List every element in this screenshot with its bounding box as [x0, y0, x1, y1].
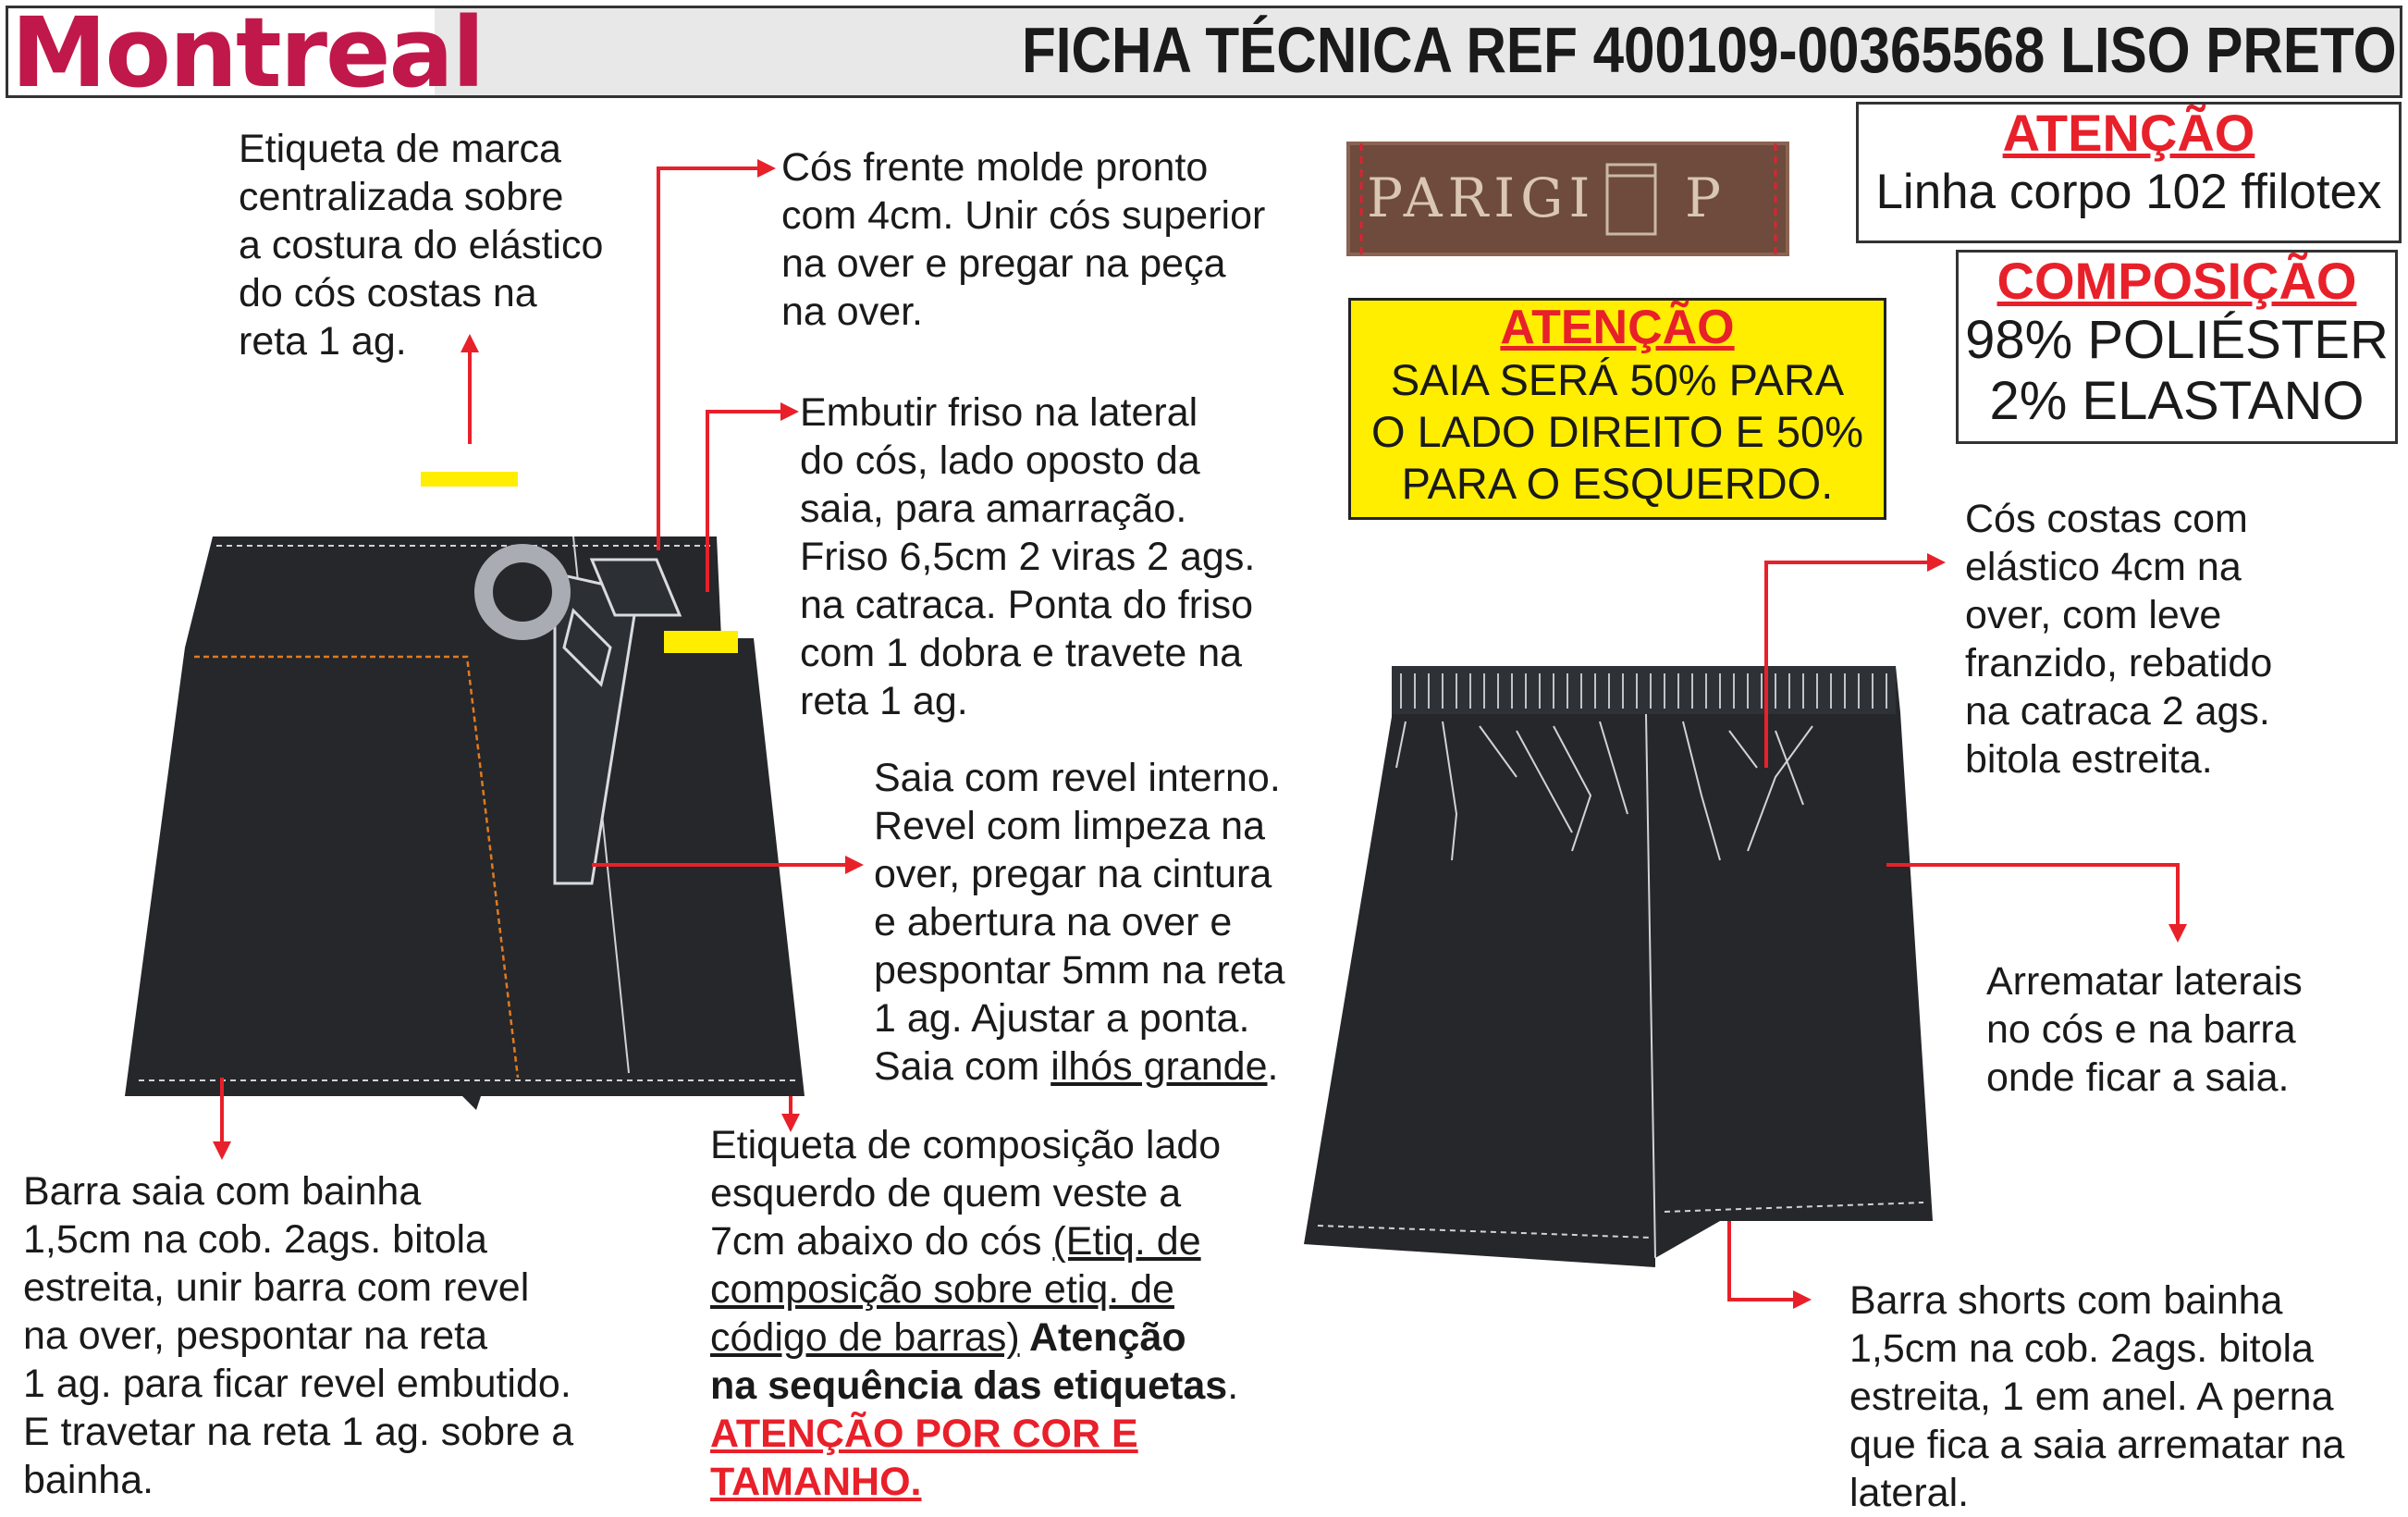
note-back-waist: Cós costas com elástico 4cm na over, com leve franzido, rebatido na catraca 2 ags. bitola estreita. [1965, 497, 2273, 782]
note-front-waist: Cós frente molde pronto com 4cm. Unir cós superior na over e pregar na peça na over. [781, 145, 1266, 334]
note-revel-main: Saia com revel interno. Revel com limpeza na over, pregar na cintura e abertura na over e pespontar 5mm na reta 1 ag. Ajustar a ponta. Saia com [874, 756, 1285, 1089]
label-size-text: P [1685, 166, 1722, 229]
note-comp-bold: Atenção na sequência das etiquetas [710, 1315, 1228, 1408]
label-brand-text: PARIGI [1367, 166, 1596, 229]
note-sides: Arrematar laterais no cós e na barra onde ficar a saia. [1986, 959, 2303, 1100]
note-hem-skirt: Barra saia com bainha 1,5cm na cob. 2ags. bitola estreita, unir barra com revel na over, pespontar na reta 1 ag. para ficar revel embutido. E travetar na reta 1 ag. sobre a bainha. [23, 1169, 574, 1502]
note-comp-dot: . [1227, 1363, 1239, 1408]
note-composition-label [710, 1121, 1238, 1506]
attention-title: ATENÇÃO [2002, 104, 2255, 162]
composition-line1: 98% POLIÉSTER [1965, 310, 2389, 370]
note-hem-shorts: Barra shorts com bainha 1,5cm na cob. 2ags. bitola estreita, 1 em anel. A perna que fica a saia arrematar na lateral. [1849, 1278, 2345, 1515]
composition-box [1956, 250, 2398, 444]
composition-title: COMPOSIÇÃO [1996, 252, 2357, 310]
page-title: FICHA TÉCNICA REF 400109-00365568 LISO PRETO [1022, 14, 2397, 86]
composition-line2: 2% ELASTANO [1989, 371, 2365, 431]
note-comp-underlined: (Etiq. de composição sobre etiq. de código de barras) [710, 1219, 1201, 1360]
note-friso: Embutir friso na lateral do cós, lado oposto da saia, para amarração. Friso 6,5cm 2 viras 2 ags. na catraca. Ponta do friso com 1 dobra e travete na reta 1 ag. [800, 390, 1256, 723]
note-comp-red: ATENÇÃO POR COR E TAMANHO. [710, 1412, 1138, 1504]
split-attention-box [1348, 298, 1886, 520]
attention-text: Linha corpo 102 ffilotex [1875, 165, 2382, 219]
note-revel-eyelet: ilhós grande [1050, 1044, 1268, 1089]
note-comp-a: Etiqueta de composição lado esquerdo de quem veste a 7cm abaixo do cós [710, 1123, 1222, 1264]
shorts-back-drawing [1304, 666, 1933, 1267]
note-revel-end: . [1267, 1044, 1279, 1089]
attention-box [1856, 102, 2402, 243]
brand-logo: Montreal [11, 0, 484, 109]
split-attention-title: ATENÇÃO [1500, 301, 1735, 354]
note-revel [874, 754, 1285, 1091]
split-attention-text: SAIA SERÁ 50% PARA O LADO DIREITO E 50% PARA O ESQUERDO. [1371, 355, 1863, 508]
note-brand-label: Etiqueta de marca centralizada sobre a costura do elástico do cós costas na reta 1 ag. [239, 127, 604, 364]
skirt-front-drawing [125, 472, 805, 1110]
